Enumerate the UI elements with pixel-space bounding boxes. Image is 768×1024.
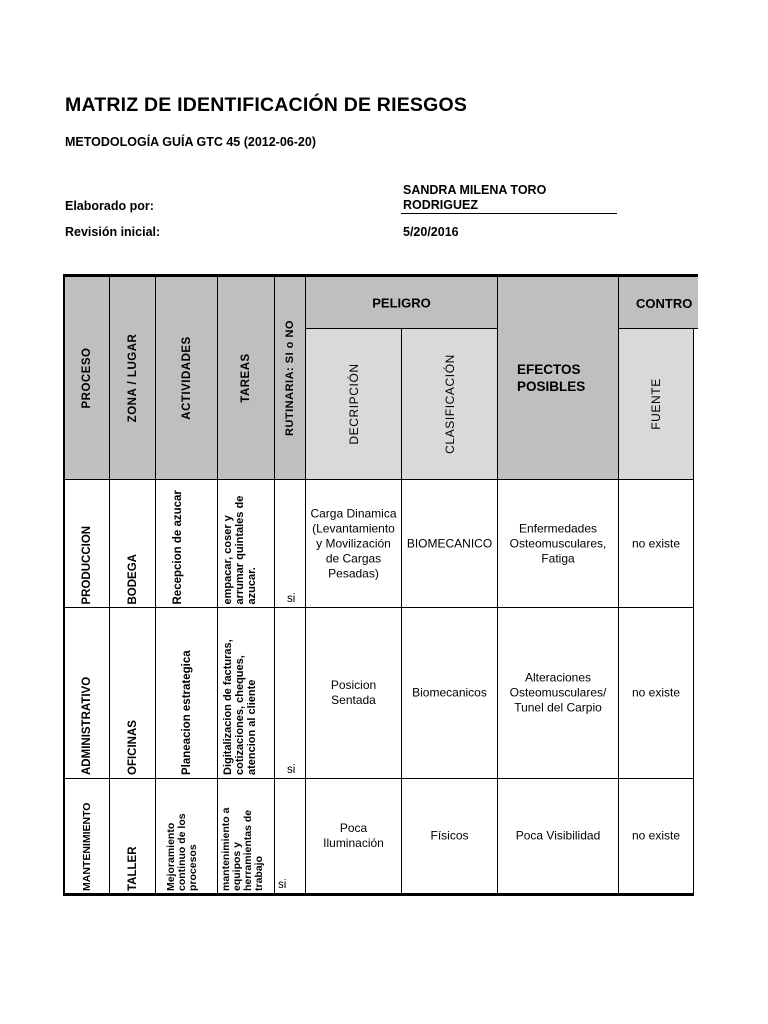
row3-rutinaria: si (274, 778, 306, 896)
header-rutinaria: RUTINARIA: SI o NO (274, 274, 306, 480)
document-title: MATRIZ DE IDENTIFICACIÓN DE RIESGOS (65, 94, 468, 116)
row2-fuente: no existe (618, 607, 694, 779)
document-subtitle: METODOLOGÍA GUÍA GTC 45 (2012-06-20) (65, 135, 316, 149)
row1-actividades: Recepcion de azucar (155, 479, 218, 608)
elaborado-value-line2: RODRIGUEZ (403, 198, 478, 212)
header-efectos-posibles: EFECTOS POSIBLES (497, 274, 619, 480)
row1-zona: BODEGA (109, 479, 156, 608)
revision-label: Revisión inicial: (65, 225, 161, 239)
row3-clasificacion: Físicos (401, 778, 498, 896)
row3-efectos: Poca Visibilidad (497, 778, 619, 896)
row2-zona: OFICINAS (109, 607, 156, 779)
elaborado-value-line1: SANDRA MILENA TORO (403, 183, 547, 197)
header-tareas: TAREAS (217, 274, 275, 480)
row2-descripcion: Posicion Sentada (305, 607, 402, 779)
header-fuente: FUENTE (618, 328, 694, 480)
row1-descripcion: Carga Dinamica (Levantamiento y Movilización de Cargas Pesadas) (305, 479, 402, 608)
header-peligro: PELIGRO (305, 274, 498, 329)
row3-actividades: Mejoramiento continuo de los procesos (155, 778, 218, 896)
row3-fuente: no existe (618, 778, 694, 896)
elaborado-label: Elaborado por: (65, 199, 154, 213)
header-controles: CONTRO (618, 274, 698, 329)
row3-proceso: MANTENIMIENTO (63, 778, 110, 896)
header-proceso: PROCESO (63, 274, 110, 480)
header-zona-lugar: ZONA / LUGAR (109, 274, 156, 480)
row2-proceso: ADMINISTRATIVO (63, 607, 110, 779)
row2-tareas: Digitalizacion de facturas, cotizaciones, cheques, atencion al cliente (217, 607, 275, 779)
row1-fuente: no existe (618, 479, 694, 608)
row2-rutinaria: si (274, 607, 306, 779)
row2-efectos: Alteraciones Osteomusculares/ Tunel del Carpio (497, 607, 619, 779)
row3-descripcion: Poca Iluminación (305, 778, 402, 896)
header-descripcion: DECRIPCIÓN (305, 328, 402, 480)
row3-tareas: mantenimiento a equipos y herramientas de trabajo (217, 778, 275, 896)
row1-proceso: PRODUCCION (63, 479, 110, 608)
row1-efectos: Enfermedades Osteomusculares, Fatiga (497, 479, 619, 608)
revision-value: 5/20/2016 (403, 225, 459, 239)
header-clasificacion: CLASIFICACIÓN (401, 328, 498, 480)
row1-tareas: empacar, coser y arrumar quintales de azucar. (217, 479, 275, 608)
row1-clasificacion: BIOMECANICO (401, 479, 498, 608)
row2-actividades: Planeacion estrategica (155, 607, 218, 779)
row3-zona: TALLER (109, 778, 156, 896)
header-actividades: ACTIVIDADES (155, 274, 218, 480)
row2-clasificacion: Biomecanicos (401, 607, 498, 779)
row1-rutinaria: si (274, 479, 306, 608)
